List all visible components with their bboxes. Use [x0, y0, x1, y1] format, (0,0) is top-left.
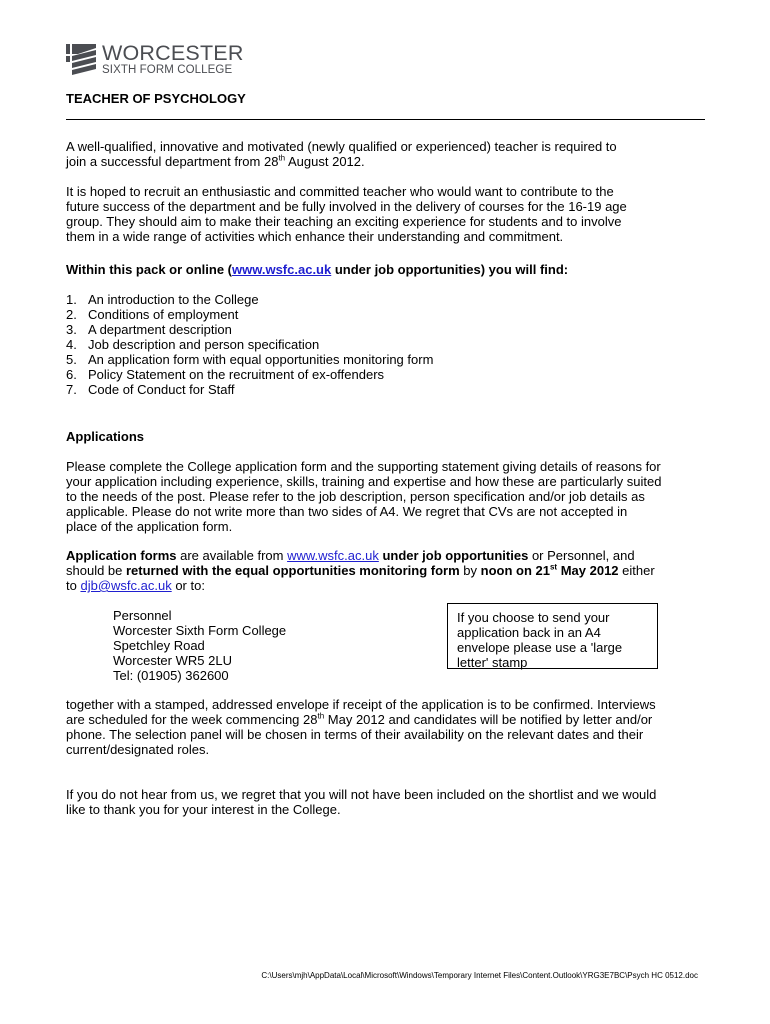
- postal-address: [113, 608, 286, 683]
- para2-line: It is hoped to recruit an enthusiastic and committed teacher who would want to contribute to the: [66, 184, 614, 199]
- para2-line: them in a wide range of activities which enhance their understanding and commitment.: [66, 229, 564, 244]
- forms-line-2: should be returned with the equal opportunities monitoring form by noon on 21st May 2012 either: [66, 562, 655, 578]
- applications-heading: Applications: [66, 429, 145, 444]
- note-line: If you choose to send your: [457, 610, 610, 625]
- applications-line: applicable. Please do not write more than two sides of A4. We regret that CVs are not accepted in: [66, 504, 628, 519]
- closing-line: like to thank you for your interest in the College.: [66, 802, 341, 817]
- applications-line: to the needs of the post. Please refer to the job description, person specification and/or job details as: [66, 489, 645, 504]
- intro-line-1: A well-qualified, innovative and motivated (newly qualified or experienced) teacher is required to: [66, 139, 617, 154]
- list-item: 5. An application form with equal opportunities monitoring form: [66, 352, 434, 367]
- website-link[interactable]: www.wsfc.ac.uk: [232, 262, 332, 277]
- together-line-1: together with a stamped, addressed envelope if receipt of the application is to be confirmed. Interviews: [66, 697, 656, 712]
- website-link[interactable]: www.wsfc.ac.uk: [287, 548, 379, 563]
- list-item: 7. Code of Conduct for Staff: [66, 382, 235, 397]
- stamp-note-box: [447, 603, 658, 669]
- address-line: Personnel: [113, 608, 172, 623]
- college-logo: [64, 41, 244, 78]
- para2-line: future success of the department and be fully involved in the delivery of courses for the 16-19 age: [66, 199, 627, 214]
- pack-intro: Within this pack or online (www.wsfc.ac.uk under job opportunities) you will find:: [66, 262, 569, 277]
- address-line: Worcester WR5 2LU: [113, 653, 232, 668]
- address-line: Tel: (01905) 362600: [113, 668, 229, 683]
- together-line-4: current/designated roles.: [66, 742, 210, 757]
- forms-line-3: to djb@wsfc.ac.uk or to:: [66, 578, 205, 593]
- file-path-footer: C:\Users\mjh\AppData\Local\Microsoft\Windows\Temporary Internet Files\Content.Outlook\YRG3E7BC\Psych HC 0512.doc: [261, 971, 698, 980]
- applications-line: place of the application form.: [66, 519, 233, 534]
- title-divider: [66, 119, 705, 120]
- closing-line: If you do not hear from us, we regret that you will not have been included on the shortlist and we would: [66, 787, 657, 802]
- email-link[interactable]: djb@wsfc.ac.uk: [80, 578, 172, 593]
- address-line: Worcester Sixth Form College: [113, 623, 287, 638]
- applications-line: your application including experience, skills, training and expertise and how these are particularly suited: [66, 474, 662, 489]
- list-item: 3. A department description: [66, 322, 232, 337]
- para2-line: group. They should aim to make their teaching an exciting experience for students and to involve: [66, 214, 622, 229]
- applications-line: Please complete the College application form and the supporting statement giving details of reasons for: [66, 459, 661, 474]
- note-line: application back in an A4: [457, 625, 601, 640]
- list-item: 2. Conditions of employment: [66, 307, 239, 322]
- note-line: letter' stamp: [457, 655, 528, 670]
- logo-subtitle: SIXTH FORM COLLEGE: [102, 64, 233, 76]
- forms-line-1: Application forms are available from www.wsfc.ac.uk under job opportunities or Personnel, and: [66, 548, 635, 563]
- logo-name: WORCESTER: [102, 41, 244, 65]
- address-line: Spetchley Road: [113, 638, 205, 653]
- together-line-2: are scheduled for the week commencing 28th May 2012 and candidates will be notified by letter and/or: [66, 711, 653, 727]
- list-item: 4. Job description and person specification: [66, 337, 320, 352]
- note-line: envelope please use a 'large: [457, 640, 623, 655]
- list-item: 6. Policy Statement on the recruitment of ex-offenders: [66, 367, 385, 382]
- pack-contents-list: [66, 292, 433, 397]
- college-logo-mark-icon: [64, 42, 98, 78]
- document-title: TEACHER OF PSYCHOLOGY: [66, 91, 246, 106]
- list-item: 1. An introduction to the College: [66, 292, 259, 307]
- together-line-3: phone. The selection panel will be chosen in terms of their availability on the relevant dates and their: [66, 727, 644, 742]
- intro-line-2: join a successful department from 28th August 2012.: [66, 153, 365, 169]
